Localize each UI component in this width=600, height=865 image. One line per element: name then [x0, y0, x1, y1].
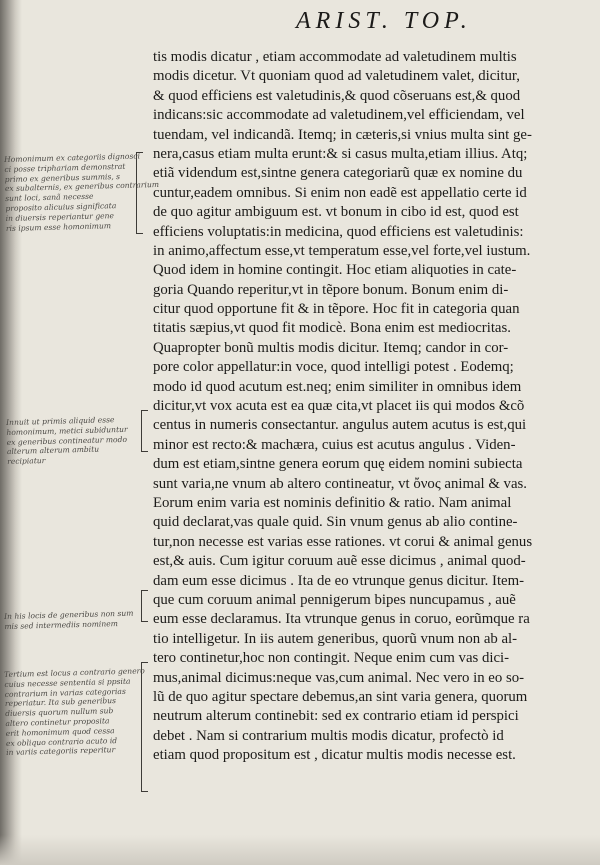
text-line: tuendam, vel indicandã. Itemq; in cæteris,si vnius multa sint ge-: [153, 126, 532, 143]
margin-note: [4, 151, 160, 233]
margin-note-line: recipiatur: [7, 456, 46, 467]
margin-note-line: homonimum, metici subiduntur: [6, 424, 128, 437]
text-line: modis dicetur. Vt quoniam quod ad valetudinem valet, dicitur,: [153, 68, 520, 85]
main-text-block: [153, 48, 593, 765]
text-line: Quapropter bonũ multis modis dicitur. Itemq; candor in cor-: [153, 339, 509, 356]
text-line: tur,non necesse est varias esse rationes. vt corui & animal genus: [153, 533, 533, 550]
text-line: in animo,affectum esse,vt temperatum esse,vel forte,vel iustum.: [153, 242, 531, 259]
margin-note-line: alterum alterum ambitu: [6, 444, 100, 457]
text-line: que cum coruum animal pennigerum bipes nuncupamus , auẽ: [153, 591, 516, 608]
margin-note-line: ex obliquo contrario acuto id: [5, 735, 118, 748]
margin-note-line: In his locis de generibus non sum: [4, 608, 134, 621]
text-line: minor est recto:& machæra, cuius est acutus angulus . Viden-: [153, 436, 516, 453]
text-line: dum est etiam,sintne genera eorum quę eidem nomini subiecta: [153, 456, 523, 473]
text-line: est,& auis. Cum igitur coruum auẽ esse dicimus , animal quod-: [153, 553, 526, 570]
margin-note-line: in diuersis reperiantur gene: [5, 210, 115, 223]
text-line: mus,animal dicimus:neque vas,cum animal. Nec vero in eo so-: [153, 669, 525, 686]
running-title: ARIST. TOP.: [296, 8, 472, 34]
margin-note: [4, 609, 134, 632]
text-line: tis modis dicatur , etiam accommodate ad valetudinem multis: [153, 49, 517, 65]
text-line: indicans:sic accommodate ad valetudinem,vel efficiendam, vel: [153, 107, 525, 124]
text-line: cuntur,eadem omnibus. Si enim non eadẽ est appellatio certe id: [153, 184, 527, 201]
margin-note-line: reperiatur. Ita sub generibus: [4, 696, 117, 709]
text-line: etiam quod propositum est , dicatur multis modis necesse est.: [153, 747, 516, 764]
annotation-bracket: [141, 410, 148, 452]
text-line: titatis sæpius,vt quod fit modicè. Bona enim est mediocritas.: [153, 320, 511, 337]
margin-note-line: cuius necesse sententia si ppsita: [4, 676, 131, 689]
margin-note: [4, 666, 147, 758]
text-line: quid declarat,vas quale quid. Sin vnum genus ab alio contine-: [153, 514, 518, 531]
text-line: dam eum esse dicimus . Ita de eo vtrunque genus dicitur. Item-: [153, 572, 525, 589]
margin-note-line: in variis categoriis reperitur: [6, 745, 116, 758]
margin-note-line: Tertium est locus a contrario genero: [4, 666, 145, 679]
text-line: efficiens voluptatis:in medicina, quod efficiens est valetudinis:: [153, 223, 524, 240]
margin-note-line: diuersis quorum nullum sub: [5, 706, 114, 719]
text-line: dicitur,vt vox acuta est ea quæ cita,vt placet iis qui modos &cõ: [153, 398, 525, 415]
text-line: tio intelligetur. In iis autem generibus, quorũ vnum non ab al-: [153, 630, 518, 647]
margin-note: [6, 415, 128, 467]
text-line: nera,casus etiam multa erunt:& si casus multa,etiam illius. Atq;: [153, 145, 528, 162]
text-line: tero continetur,hoc non contingit. Neque enim cum vas dici-: [153, 650, 510, 667]
margin-note-line: primo ex generibus summis, s: [4, 171, 121, 184]
text-line: & quod efficiens est valetudinis,& quod cõseruans est,& quod: [153, 87, 521, 104]
margin-note-line: proposito alicuius significata: [5, 201, 117, 213]
margin-note-line: contrarium in varias categorias: [4, 686, 126, 699]
text-line: centus in numeris consectantur. angulus autem acutus is est,qui: [153, 417, 527, 434]
margin-note-line: mis sed intermediis nominem: [4, 618, 118, 631]
margin-note-line: erit homonimum quod cessa: [5, 725, 115, 738]
margin-note-line: sunt loci, sanã necesse: [5, 191, 94, 204]
text-line: lũ de quo agitur spectare debemus,an sint varia genera, quorum: [153, 688, 528, 705]
text-line: eum esse declaramus. Ita vtrunque genus in coruo, eorũmque ra: [153, 611, 530, 628]
margin-note-line: ex generibus contineatur modo: [6, 434, 128, 447]
text-line: de quo agitur ambiguum est. vt bonum in cibo id est, quod est: [153, 204, 519, 221]
text-line: etiã videndum est,sintne genera categoriarũ quæ ex nomine du: [153, 165, 523, 182]
margin-note-line: Homonimum ex categoriis dignosci: [4, 151, 141, 164]
text-line: pore color appellatur:in voce, quod intelligi potest . Eodemq;: [153, 359, 514, 376]
text-line: modo id quod acutum est.neq; enim similiter in omnibus idem: [153, 378, 522, 395]
text-line: goria Quando reperitur,vt in tẽpore bonum. Bonum enim di-: [153, 281, 509, 298]
page-edge-shadow: [0, 835, 600, 865]
margin-note-line: ex subalternis, ex generibus contrarium: [4, 180, 160, 194]
text-line: Eorum enim varia est nominis definitio & ratio. Nam animal: [153, 494, 512, 511]
text-line: sunt varia,ne vnum ab altero contineatur, vt ὄνος animal & vas.: [153, 475, 527, 492]
margin-note-line: altero continetur proposita: [5, 716, 110, 728]
margin-note-line: ci posse triphariam demonstrat: [4, 161, 126, 174]
text-line: citur quod opportune fit & in tẽpore. Hoc fit in categoria quan: [153, 301, 520, 318]
margin-note-line: Innuit ut primis aliquid esse: [6, 415, 115, 427]
text-line: debet . Nam si contrarium multis modis dicatur, profectò id: [153, 727, 504, 744]
annotation-bracket: [141, 590, 148, 622]
text-line: Quod idem in homine contingit. Hoc etiam aliquoties in cate-: [153, 262, 517, 279]
margin-note-line: ris ipsum esse homonimum: [5, 220, 112, 233]
text-line: neutrum alterum continebit: sed ex contrario etiam id perspici: [153, 708, 519, 725]
